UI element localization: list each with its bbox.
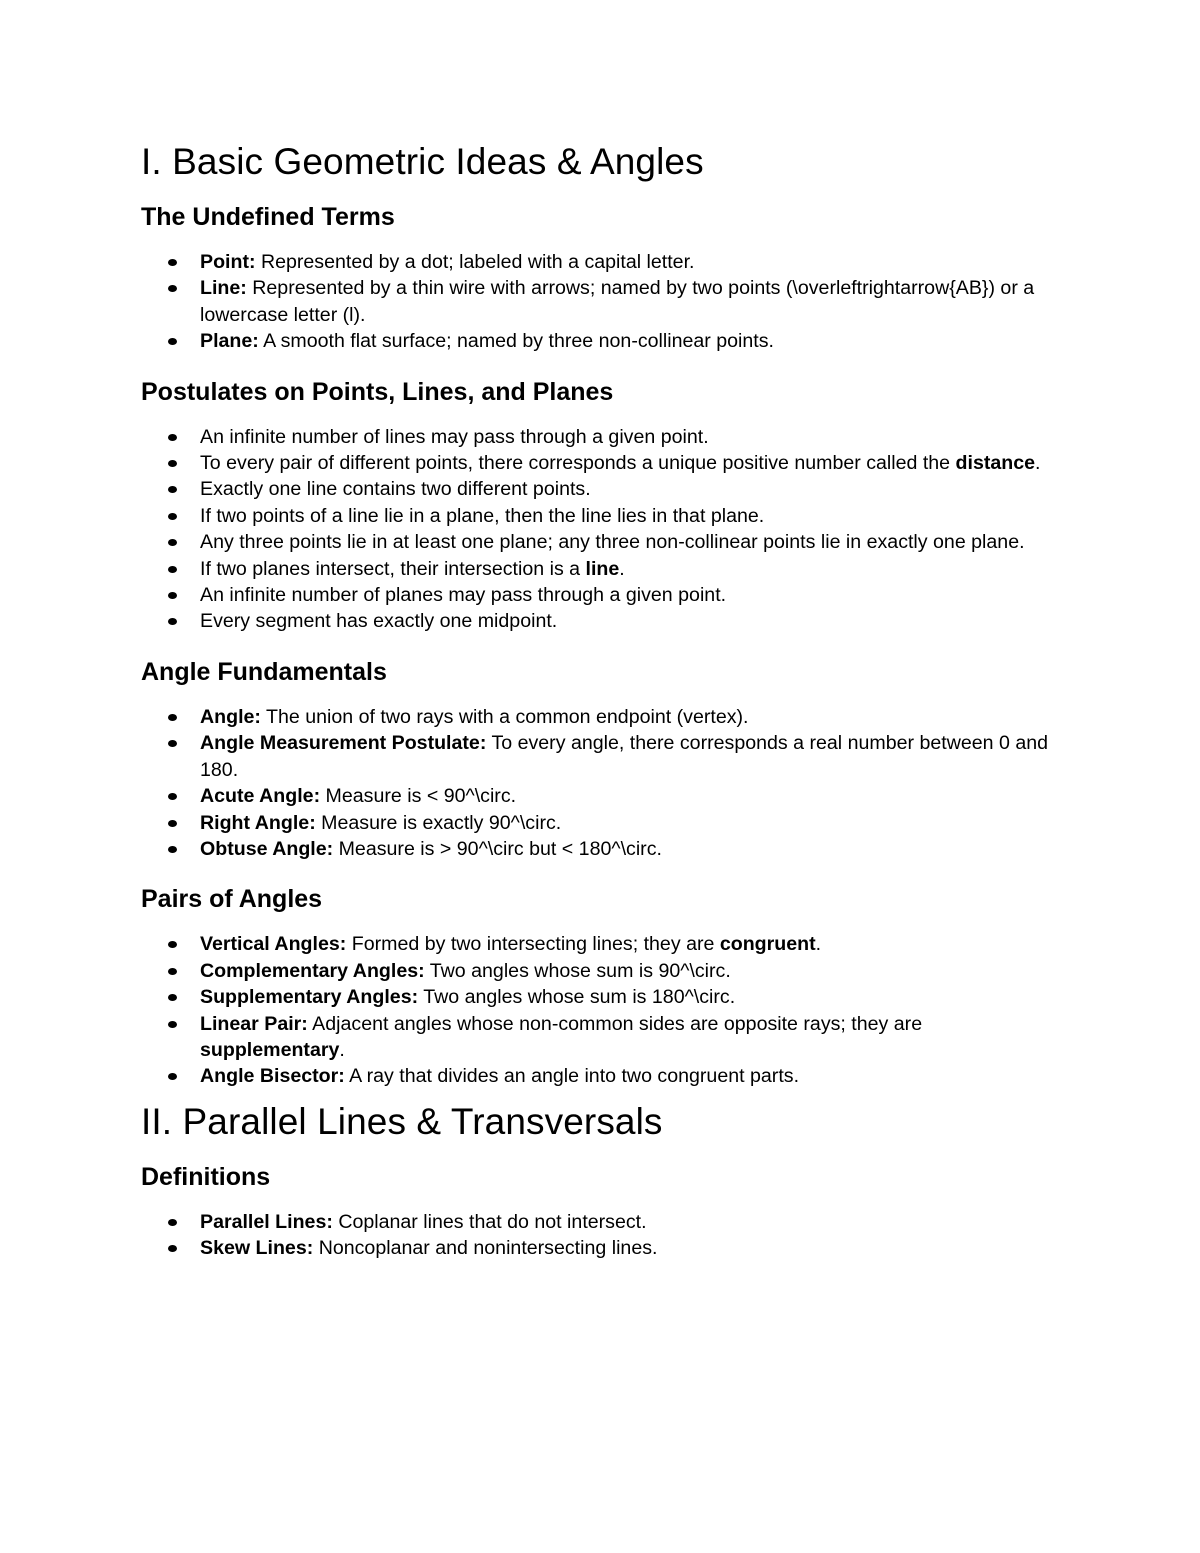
item-text: If two planes intersect, their intersection is a <box>200 557 586 580</box>
angle-fundamentals-list <box>141 704 1061 862</box>
pairs-of-angles-list <box>141 931 1061 1089</box>
term-label: Skew Lines: <box>200 1237 314 1260</box>
term-label: Linear Pair: <box>200 1012 308 1035</box>
item-bold: congruent <box>719 933 816 956</box>
item-bold: supplementary <box>200 1038 340 1061</box>
angle-fundamentals-heading: Angle Fundamentals <box>141 657 387 686</box>
term-label: Acute Angle: <box>200 785 321 808</box>
list-item <box>141 1063 1061 1089</box>
section-2-title: II. Parallel Lines & Transversals <box>141 1100 663 1142</box>
undefined-terms-heading: The Undefined Terms <box>141 203 395 231</box>
term-text: To every angle, there corresponds a real number between 0 and 180. <box>200 732 1049 781</box>
item-post: . <box>1035 452 1041 475</box>
list-item <box>141 783 1061 809</box>
list-item <box>141 529 1061 555</box>
term-text: Measure is exactly 90^\circ. <box>315 811 562 834</box>
item-text: To every pair of different points, there corresponds a unique positive number called the <box>200 452 956 475</box>
list-item <box>141 582 1061 608</box>
list-item <box>141 450 1061 476</box>
term-text: A smooth flat surface; named by three non-collinear points. <box>258 330 774 353</box>
term-label: Angle: <box>200 705 261 728</box>
term-text: Measure is < 90^\circ. <box>320 785 517 808</box>
term-label: Point: <box>200 251 256 273</box>
list-item <box>141 275 1061 328</box>
term-label: Right Angle: <box>200 811 316 834</box>
list-item <box>141 1209 1061 1235</box>
postulates-heading: Postulates on Points, Lines, and Planes <box>141 377 614 406</box>
term-label: Complementary Angles: <box>200 959 425 982</box>
item-text: Every segment has exactly one midpoint. <box>200 610 558 633</box>
term-label: Vertical Angles: <box>200 933 347 956</box>
list-item <box>141 958 1061 984</box>
item-text: An infinite number of planes may pass through a given point. <box>200 584 727 607</box>
term-text: Coplanar lines that do not intersect. <box>332 1210 647 1233</box>
list-item <box>141 503 1061 529</box>
term-label: Plane: <box>200 330 259 353</box>
item-text: An infinite number of lines may pass through a given point. <box>200 425 709 448</box>
list-item <box>141 931 1061 957</box>
list-item <box>141 836 1061 862</box>
item-text: Any three points lie in at least one plane; any three non-collinear points lie in exactly one plane. <box>200 531 1025 554</box>
term-text: The union of two rays with a common endpoint (vertex). <box>260 705 749 728</box>
list-item <box>141 328 1061 354</box>
list-item <box>141 476 1061 502</box>
list-item <box>141 556 1061 582</box>
section-1-title: I. Basic Geometric Ideas & Angles <box>141 141 704 182</box>
document-page <box>141 140 1061 1262</box>
postulates-list <box>141 424 1061 635</box>
list-item <box>141 704 1061 730</box>
item-post: . <box>815 933 822 956</box>
list-item <box>141 1011 1061 1064</box>
definitions-list <box>141 1209 1061 1262</box>
item-bold: line <box>585 557 620 580</box>
list-item <box>141 424 1061 450</box>
term-text: Two angles whose sum is 180^\circ. <box>418 986 736 1009</box>
pairs-of-angles-heading: Pairs of Angles <box>141 885 323 914</box>
item-text: If two points of a line lie in a plane, then the line lies in that plane. <box>200 504 765 527</box>
item-post: . <box>619 557 625 580</box>
term-text: Measure is > 90^\circ but < 180^\circ. <box>333 837 662 860</box>
term-text: Noncoplanar and nonintersecting lines. <box>313 1237 658 1260</box>
term-label: Parallel Lines: <box>200 1210 333 1233</box>
undefined-terms-list <box>141 249 1061 355</box>
list-item <box>141 1235 1061 1261</box>
list-item <box>141 810 1061 836</box>
item-text: Exactly one line contains two different points. <box>200 478 591 501</box>
list-item <box>141 730 1061 783</box>
term-label: Supplementary Angles: <box>200 986 419 1009</box>
term-text: Two angles whose sum is 90^\circ. <box>424 959 731 982</box>
list-item <box>141 249 1061 275</box>
term-label: Angle Measurement Postulate: <box>200 732 487 755</box>
term-text: Represented by a thin wire with arrows; named by two points (\overleftrightarrow{AB}) or a lowercase letter (l). <box>200 277 1035 326</box>
item-post: . <box>339 1038 345 1061</box>
term-text: Represented by a dot; labeled with a capital letter. <box>255 251 695 273</box>
definitions-heading: Definitions <box>141 1162 271 1191</box>
term-label: Obtuse Angle: <box>200 837 334 860</box>
list-item <box>141 984 1061 1010</box>
term-text: Formed by two intersecting lines; they are <box>346 933 720 956</box>
item-bold: distance <box>955 452 1036 475</box>
term-text: A ray that divides an angle into two congruent parts. <box>344 1065 800 1088</box>
term-text: Adjacent angles whose non-common sides are opposite rays; they are <box>307 1012 923 1035</box>
term-label: Angle Bisector: <box>200 1065 345 1088</box>
list-item <box>141 608 1061 634</box>
term-label: Line: <box>200 277 247 300</box>
